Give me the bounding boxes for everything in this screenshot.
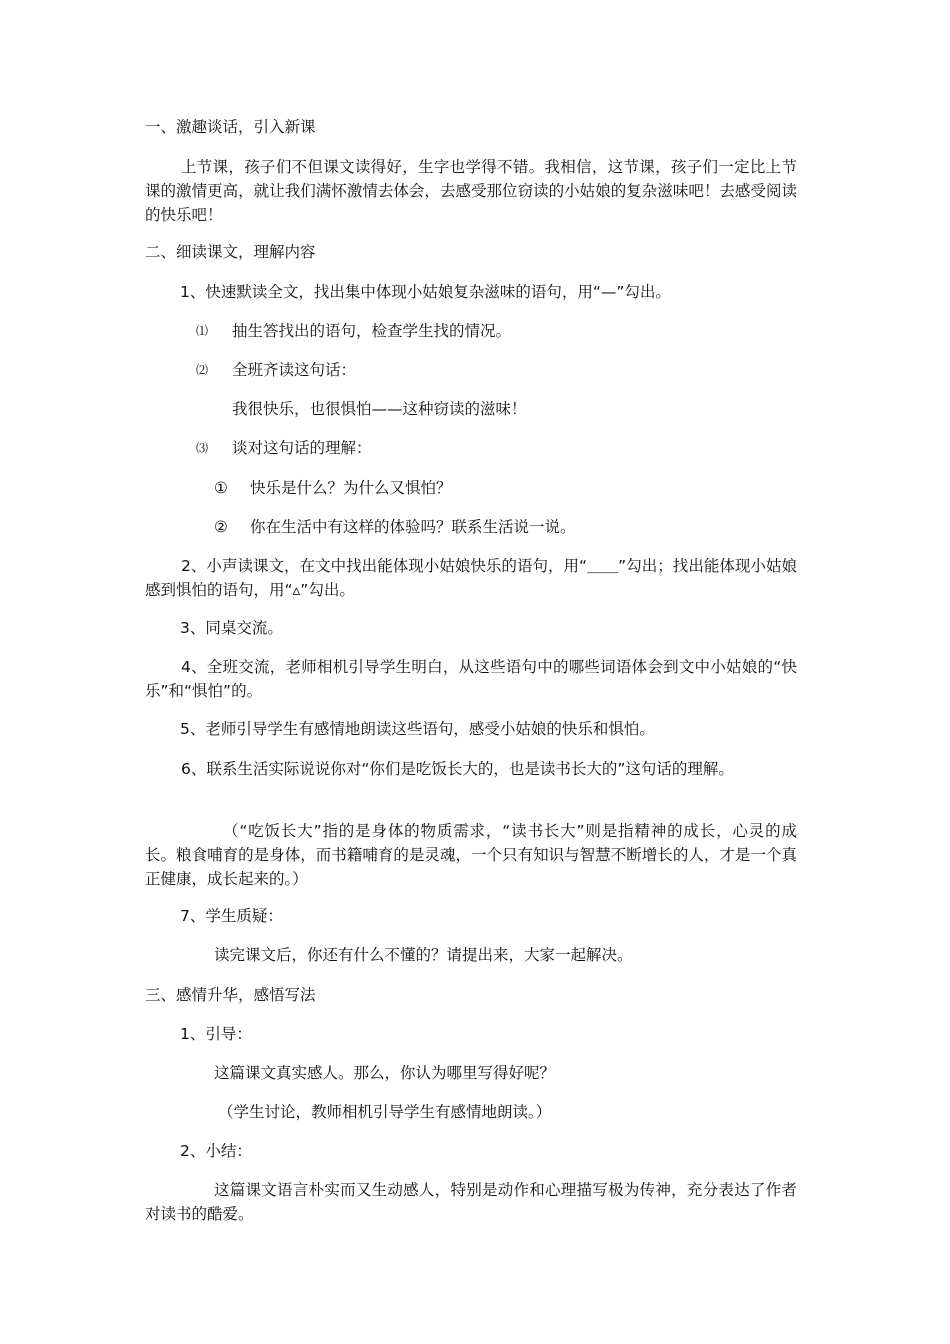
section-2-item-1: 1、快速默读全文，找出集中体现小姑娘复杂滋味的语句，用“—”勾出。 [180, 283, 671, 301]
circled-item-2-text: 你在生活中有这样的体验吗？联系生活说一说。 [250, 518, 576, 536]
section-3-heading: 三、感情升华，感悟写法 [145, 986, 316, 1004]
sub-item-2-number: ⑵ [196, 363, 209, 377]
section-2-heading: 二、细读课文，理解内容 [145, 243, 316, 261]
section-2-item-4: 4、全班交流，老师相机引导学生明白，从这些语句中的哪些词语体会到文中小姑娘的“快乐”和“惧怕”的。 [145, 658, 797, 700]
section-1-paragraph: 上节课，孩子们不但课文读得好，生字也学得不错。我相信，这节课，孩子们一定比上节课的激情更高，就让我们满怀激情去体会，去感受那位窃读的小姑娘的复杂滋味吧！去感受阅读的快乐吧！ [145, 158, 797, 224]
sub-item-1-number: ⑴ [196, 324, 209, 338]
circled-item-2-number: ② [214, 518, 228, 536]
section-2-note: （“吃饭长大”指的是身体的物质需求，“读书长大”则是指精神的成长，心灵的成长。粮食哺育的是身体，而书籍哺育的是灵魂，一个只有知识与智慧不断增长的人，才是一个真正健康，成长起来的。） [145, 822, 797, 888]
sub-item-3-text: 谈对这句话的理解： [232, 439, 372, 457]
section-2-item-2: 2、小声读课文，在文中找出能体现小姑娘快乐的语句，用“＿＿”勾出；找出能体现小姑娘感到惧怕的语句，用“▵”勾出。 [145, 557, 797, 599]
section-2-item-6: 6、联系生活实际说说你对“你们是吃饭长大的，也是读书长大的”这句话的理解。 [181, 760, 734, 778]
section-2-item-7-text: 读完课文后，你还有什么不懂的？请提出来，大家一起解决。 [214, 946, 633, 964]
sub-item-3-number: ⑶ [196, 441, 209, 455]
sub-item-1-text: 抽生答找出的语句，检查学生找的情况。 [232, 322, 512, 340]
section-1-heading: 一、激趣谈话，引入新课 [145, 118, 316, 136]
section-3-item-1-question: 这篇课文真实感人。那么，你认为哪里写得好呢？ [214, 1064, 556, 1082]
section-3-item-2: 2、小结： [180, 1142, 252, 1160]
sub-item-2-text: 全班齐读这句话： [232, 361, 357, 379]
circled-item-1-text: 快乐是什么？为什么又惧怕？ [250, 479, 452, 497]
section-2-item-3: 3、同桌交流。 [180, 619, 283, 637]
section-3-item-1-note: （学生讨论，教师相机引导学生有感情地朗读。） [218, 1103, 552, 1121]
quoted-sentence: 我很快乐，也很惧怕——这种窃读的滋味！ [232, 400, 527, 418]
circled-item-1-number: ① [214, 479, 228, 497]
section-3-item-2-text: 这篇课文语言朴实而又生动感人，特别是动作和心理描写极为传神，充分表达了作者对读书的酷爱。 [145, 1181, 797, 1223]
section-3-item-1: 1、引导： [180, 1025, 252, 1043]
section-2-item-7: 7、学生质疑： [180, 907, 283, 925]
section-2-item-5: 5、老师引导学生有感情地朗读这些语句，感受小姑娘的快乐和惧怕。 [180, 720, 655, 738]
